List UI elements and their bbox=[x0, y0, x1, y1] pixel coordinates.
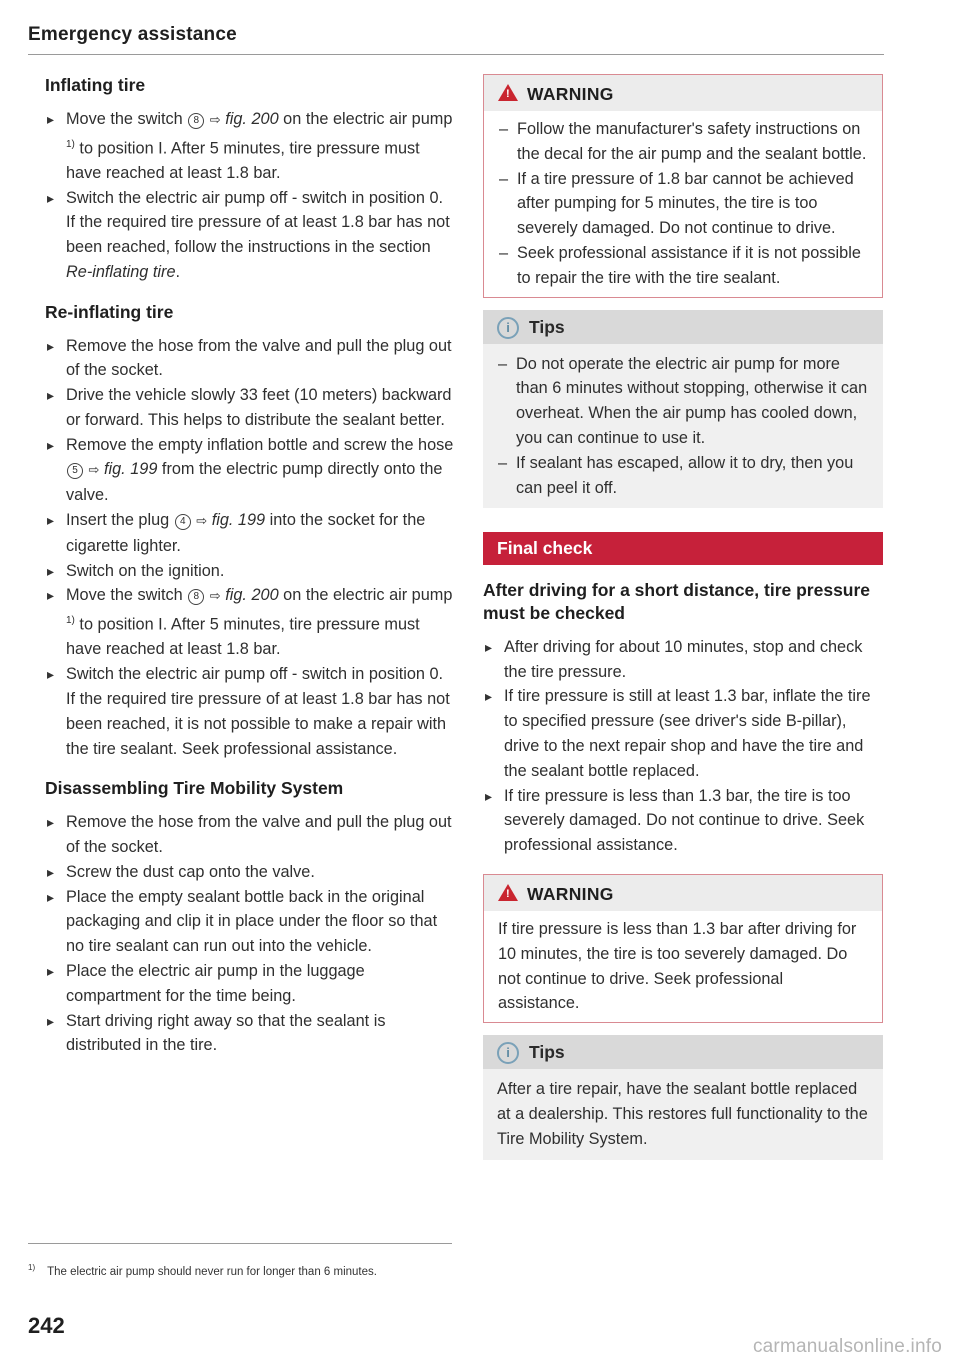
list-item: – Do not operate the electric air pump for more than 6 minutes without stopping, otherwise it can overheat. When the air pump has cooled down, you can continue to use it. bbox=[497, 352, 869, 451]
tips-list bbox=[497, 352, 869, 501]
left-column bbox=[45, 74, 455, 1074]
list-item: ▸ Remove the hose from the valve and pull the plug out of the socket. bbox=[45, 334, 455, 384]
warning-body bbox=[484, 111, 882, 297]
figure-ref-link[interactable]: fig. 200 bbox=[225, 109, 279, 128]
section-title: Emergency assistance bbox=[28, 24, 237, 45]
list-item: ▸ Place the electric air pump in the luggage compartment for the time being. bbox=[45, 959, 455, 1009]
warning-header bbox=[484, 875, 882, 911]
list-item: ▸ Switch the electric air pump off - switch in position 0. If the required tire pressure of at least 1.8 bar has not been reached, follow the instructions in the section Re-inflating tire. bbox=[45, 186, 455, 285]
tips-title: Tips bbox=[529, 1042, 565, 1063]
page-header bbox=[28, 24, 884, 55]
page-number: 242 bbox=[28, 1313, 65, 1338]
list-item: ▸ Place the empty sealant bottle back in the original packaging and clip it in place under the floor so that no tire sealant can run out into the vehicle. bbox=[45, 885, 455, 959]
list-item: – If a tire pressure of 1.8 bar cannot be achieved after pumping for 5 minutes, the tire is too severely damaged. Do not continue to drive. bbox=[498, 167, 868, 241]
list-item: ▸ If tire pressure is still at least 1.3 bar, inflate the tire to specified pressure (see driver's side B-pillar), drive to the next repair shop and have the tire and the sealant bottle replaced. bbox=[483, 684, 883, 783]
callout-badge: 4 bbox=[175, 514, 191, 530]
list-item: ▸ Move the switch 8 ⇨ fig. 200 on the electric air pump $^{1)}$ to position I. After 5 minutes, tire pressure must have reached at least 1.8 bar. bbox=[45, 107, 455, 186]
list-item: ▸ Screw the dust cap onto the valve. bbox=[45, 860, 455, 885]
tips-header bbox=[483, 1035, 883, 1069]
list-item: ▸ Switch on the ignition. bbox=[45, 559, 455, 584]
warning-text: If tire pressure is less than 1.3 bar after driving for 10 minutes, the tire is too severely damaged. Do not continue to drive. Seek professional assistance. bbox=[498, 920, 857, 1013]
footnote-marker[interactable]: 1) bbox=[66, 615, 75, 627]
tips-box bbox=[483, 1035, 883, 1159]
footnote-divider bbox=[28, 1243, 452, 1244]
list-item: ▸ Drive the vehicle slowly 33 feet (10 meters) backward or forward. This helps to distribute the sealant better. bbox=[45, 383, 455, 433]
warning-box bbox=[483, 874, 883, 1023]
tips-body bbox=[483, 1069, 883, 1159]
list-item: ▸ Insert the plug 4 ⇨ fig. 199 into the socket for the cigarette lighter. bbox=[45, 508, 455, 559]
section-ref-link[interactable]: Re-inflating tire bbox=[66, 262, 176, 281]
list-item: ▸ Switch the electric air pump off - switch in position 0. If the required tire pressure of at least 1.8 bar has not been reached, it is not possible to make a repair with the tire sealant. Seek professional assistance. bbox=[45, 662, 455, 761]
tips-body bbox=[483, 344, 883, 509]
figure-ref-link[interactable]: fig. 199 bbox=[211, 511, 266, 530]
warning-list bbox=[498, 117, 868, 291]
list-item: ▸ Remove the hose from the valve and pull the plug out of the socket. bbox=[45, 810, 455, 860]
list-item: ▸ Move the switch 8 ⇨ fig. 200 on the electric air pump $^{1)}$ to position I. After 5 minutes, tire pressure must have reached at least 1.8 bar. bbox=[45, 583, 455, 662]
list-item: ▸ Start driving right away so that the sealant is distributed in the tire. bbox=[45, 1009, 455, 1059]
heading-disassembling: Disassembling Tire Mobility System bbox=[45, 778, 344, 799]
list-item: ▸ If tire pressure is less than 1.3 bar, the tire is too severely damaged. Do not continue to drive. Seek professional assistance. bbox=[483, 784, 883, 858]
watermark: carmanualsonline.info bbox=[752, 1336, 942, 1357]
warning-header bbox=[484, 75, 882, 111]
list-item: – Follow the manufacturer's safety instructions on the decal for the air pump and the sealant bottle. bbox=[498, 117, 868, 167]
header-divider bbox=[28, 54, 884, 55]
info-icon: i bbox=[497, 1042, 519, 1064]
callout-badge: 8 bbox=[188, 589, 204, 605]
figure-ref-link[interactable]: fig. 200 bbox=[225, 586, 279, 605]
warning-box bbox=[483, 74, 883, 298]
info-icon: i bbox=[497, 317, 519, 339]
callout-badge: 5 bbox=[67, 463, 83, 479]
list-item: ▸ After driving for about 10 minutes, stop and check the tire pressure. bbox=[483, 635, 883, 685]
tips-box bbox=[483, 310, 883, 509]
right-column bbox=[483, 74, 883, 1184]
list-item: ▸ Remove the empty inflation bottle and screw the hose 5 ⇨ fig. 199 from the electric pump directly onto the valve. bbox=[45, 433, 455, 508]
footnote bbox=[28, 1259, 448, 1281]
reinflating-steps bbox=[45, 334, 455, 762]
callout-badge: 8 bbox=[188, 113, 204, 129]
tips-title: Tips bbox=[529, 316, 565, 337]
warning-title: WARNING bbox=[527, 884, 614, 905]
warning-triangle-icon: ! bbox=[498, 84, 518, 101]
final-check-band: Final check bbox=[483, 532, 883, 565]
arrow-icon: ⇨ bbox=[209, 588, 221, 604]
footnote-mark: 1) bbox=[28, 1263, 36, 1272]
heading-reinflating-tire: Re-inflating tire bbox=[45, 301, 174, 322]
tips-header bbox=[483, 310, 883, 344]
disassembling-steps bbox=[45, 810, 455, 1058]
arrow-icon: ⇨ bbox=[88, 462, 100, 478]
warning-title: WARNING bbox=[527, 84, 614, 104]
inflating-steps bbox=[45, 107, 455, 285]
list-item: – If sealant has escaped, allow it to dry, then you can peel it off. bbox=[497, 451, 869, 501]
footnote-text: The electric air pump should never run for longer than 6 minutes. bbox=[47, 1265, 377, 1278]
arrow-icon: ⇨ bbox=[209, 111, 221, 127]
heading-inflating-tire: Inflating tire bbox=[45, 75, 146, 95]
warning-body bbox=[484, 911, 882, 1022]
tips-text: After a tire repair, have the sealant bottle replaced at a dealership. This restores full functionality to the Tire Mobility System. bbox=[497, 1080, 868, 1148]
footnote-marker[interactable]: 1) bbox=[66, 138, 75, 150]
arrow-icon: ⇨ bbox=[196, 513, 208, 529]
list-item: – Seek professional assistance if it is not possible to repair the tire with the tire sealant. bbox=[498, 241, 868, 291]
figure-ref-link[interactable]: fig. 199 bbox=[103, 460, 158, 479]
heading-final-check: After driving for a short distance, tire pressure must be checked bbox=[483, 580, 871, 624]
warning-triangle-icon: ! bbox=[498, 884, 518, 901]
final-check-steps bbox=[483, 635, 883, 858]
